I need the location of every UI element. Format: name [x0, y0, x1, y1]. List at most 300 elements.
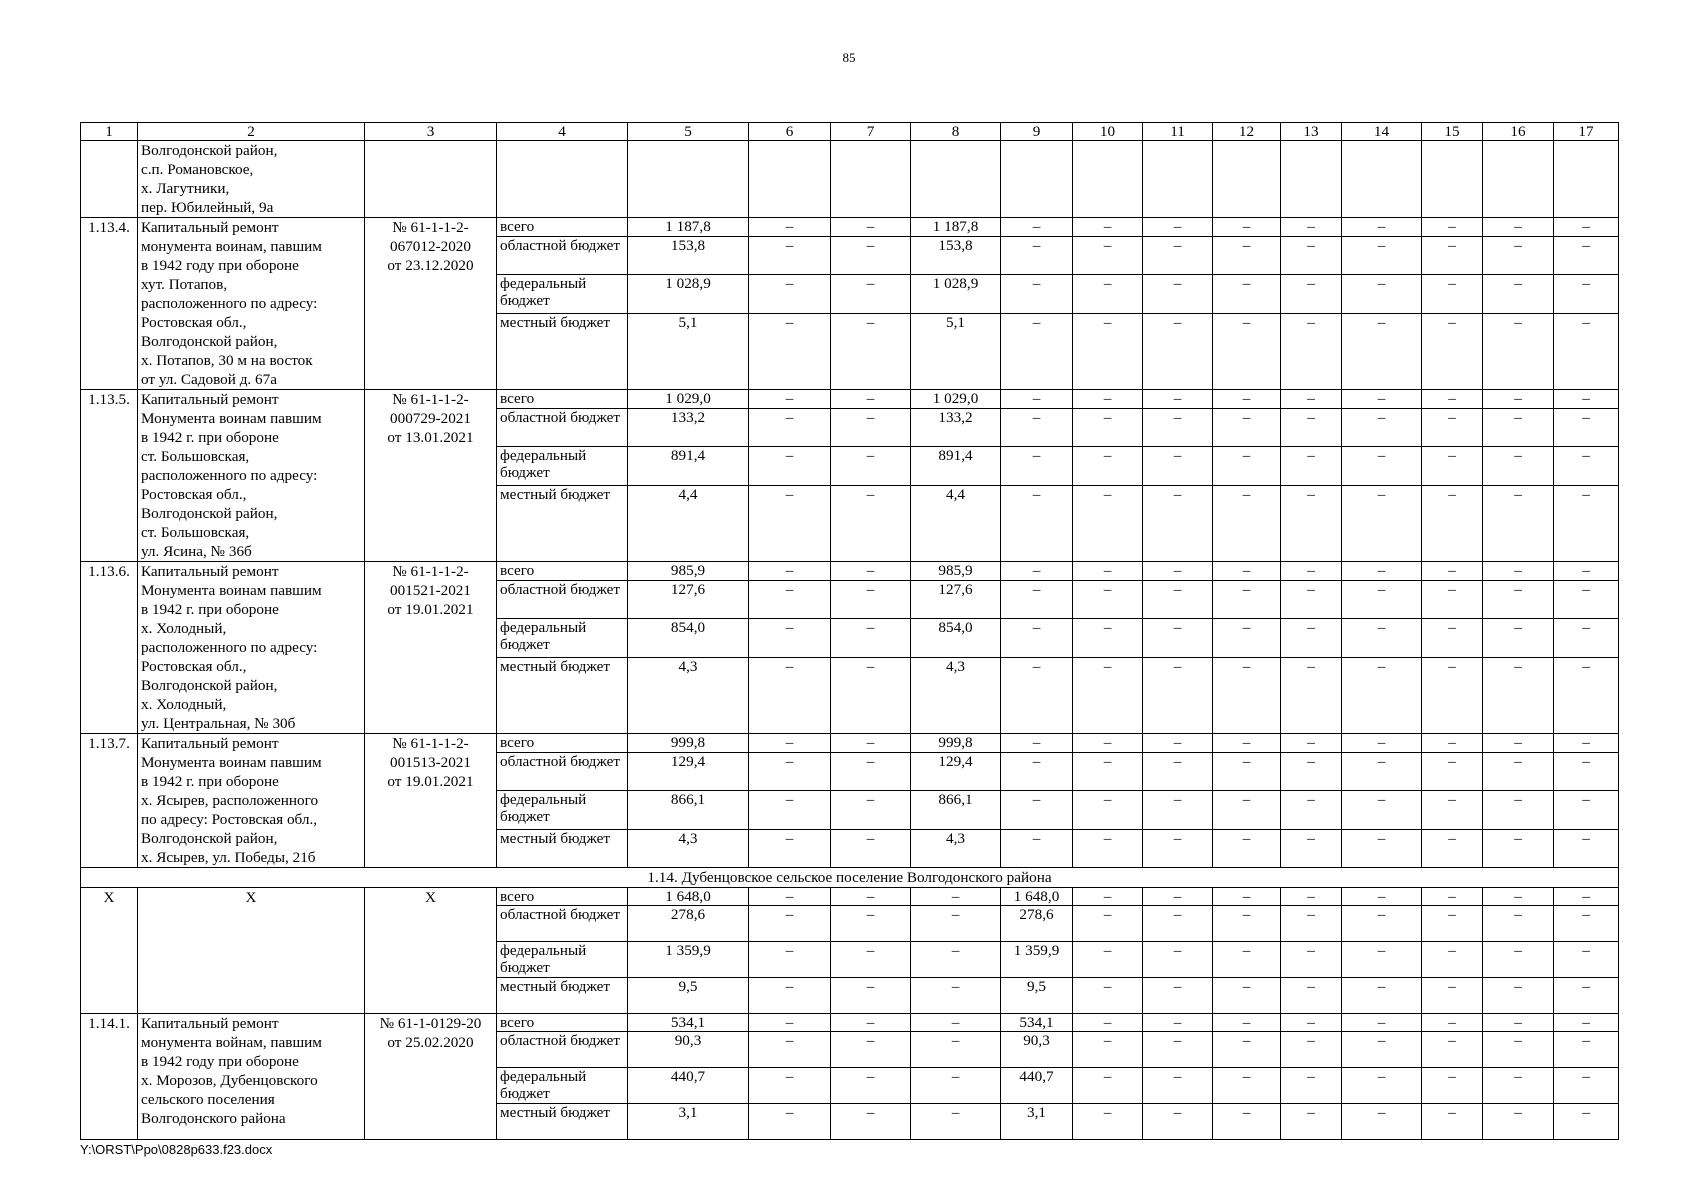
amount-cell: 866,1: [628, 791, 749, 829]
amount-cell: –: [1483, 888, 1554, 906]
amount-cell: –: [1001, 829, 1073, 867]
amount-cell: [1143, 141, 1213, 218]
amount-cell: –: [1143, 734, 1213, 753]
funding-source: местный бюджет: [497, 829, 628, 867]
funding-source: местный бюджет: [497, 1104, 628, 1140]
amount-cell: –: [1554, 485, 1619, 561]
item-number: 1.13.4.: [81, 218, 138, 390]
amount-cell: –: [1213, 409, 1281, 447]
table-row: [81, 1014, 1619, 1032]
amount-cell: 127,6: [911, 581, 1001, 619]
funding-source: областной бюджет: [497, 409, 628, 447]
amount-cell: –: [1483, 390, 1554, 409]
amount-cell: –: [1001, 485, 1073, 561]
amount-cell: –: [831, 906, 911, 942]
amount-cell: [1073, 141, 1143, 218]
amount-cell: [831, 141, 911, 218]
amount-cell: –: [749, 791, 831, 829]
amount-cell: [628, 141, 749, 218]
amount-cell: –: [1554, 447, 1619, 485]
amount-cell: –: [1143, 275, 1213, 313]
amount-cell: –: [1073, 275, 1143, 313]
amount-cell: –: [1213, 581, 1281, 619]
amount-cell: –: [1073, 753, 1143, 791]
contract-number: № 61-1-1-2- 067012-2020 от 23.12.2020: [365, 218, 497, 390]
amount-cell: –: [1422, 562, 1483, 581]
amount-cell: 4,3: [628, 657, 749, 733]
amount-cell: –: [831, 753, 911, 791]
amount-cell: [1554, 141, 1619, 218]
amount-cell: –: [1422, 657, 1483, 733]
amount-cell: –: [831, 218, 911, 237]
amount-cell: 985,9: [628, 562, 749, 581]
amount-cell: 133,2: [628, 409, 749, 447]
column-number: 12: [1213, 123, 1281, 141]
amount-cell: 1 359,9: [1001, 942, 1073, 978]
amount-cell: –: [1483, 1032, 1554, 1068]
amount-cell: –: [1422, 829, 1483, 867]
amount-cell: –: [1143, 237, 1213, 275]
amount-cell: –: [1281, 1104, 1342, 1140]
amount-cell: 9,5: [628, 978, 749, 1014]
column-number: 3: [365, 123, 497, 141]
amount-cell: –: [1143, 619, 1213, 657]
amount-cell: –: [1422, 409, 1483, 447]
amount-cell: –: [749, 1104, 831, 1140]
funding-source: всего: [497, 888, 628, 906]
amount-cell: –: [1143, 581, 1213, 619]
column-number: 10: [1073, 123, 1143, 141]
funding-source: областной бюджет: [497, 1032, 628, 1068]
amount-cell: –: [831, 942, 911, 978]
amount-cell: –: [1422, 1032, 1483, 1068]
amount-cell: –: [1213, 275, 1281, 313]
amount-cell: –: [911, 1104, 1001, 1140]
amount-cell: –: [1483, 657, 1554, 733]
item-number: 1.14.1.: [81, 1014, 138, 1140]
amount-cell: –: [1001, 734, 1073, 753]
amount-cell: –: [1281, 978, 1342, 1014]
amount-cell: –: [749, 978, 831, 1014]
amount-cell: –: [1143, 753, 1213, 791]
amount-cell: –: [1213, 888, 1281, 906]
amount-cell: –: [1554, 888, 1619, 906]
file-path-footer: Y:\ORST\Ppo\0828p633.f23.docx: [80, 1142, 273, 1157]
budget-table: [80, 122, 1619, 1140]
amount-cell: 4,4: [911, 485, 1001, 561]
amount-cell: 1 028,9: [628, 275, 749, 313]
amount-cell: –: [1422, 313, 1483, 389]
amount-cell: –: [1213, 906, 1281, 942]
amount-cell: –: [1001, 619, 1073, 657]
amount-cell: 534,1: [1001, 1014, 1073, 1032]
amount-cell: –: [1281, 791, 1342, 829]
amount-cell: –: [1213, 1104, 1281, 1140]
item-description: Капитальный ремонт Монумента воинам павшим в 1942 г. при обороне х. Холодный, расположенного по адресу: Ростовская обл., Волгодонской район, х. Холодный, ул. Центральная, № 30б: [138, 562, 365, 734]
amount-cell: –: [1073, 485, 1143, 561]
amount-cell: –: [749, 888, 831, 906]
amount-cell: –: [1422, 906, 1483, 942]
column-number: 8: [911, 123, 1001, 141]
column-number: 15: [1422, 123, 1483, 141]
amount-cell: –: [1213, 313, 1281, 389]
amount-cell: –: [1483, 1068, 1554, 1104]
amount-cell: 854,0: [628, 619, 749, 657]
amount-cell: –: [1143, 906, 1213, 942]
amount-cell: –: [1554, 753, 1619, 791]
amount-cell: 153,8: [628, 237, 749, 275]
column-number: 7: [831, 123, 911, 141]
amount-cell: –: [1001, 447, 1073, 485]
amount-cell: –: [1143, 1014, 1213, 1032]
amount-cell: –: [1143, 942, 1213, 978]
amount-cell: 129,4: [628, 753, 749, 791]
amount-cell: –: [831, 1068, 911, 1104]
amount-cell: 278,6: [1001, 906, 1073, 942]
amount-cell: –: [1213, 942, 1281, 978]
column-number: 1: [81, 123, 138, 141]
funding-source: местный бюджет: [497, 485, 628, 561]
amount-cell: –: [1281, 619, 1342, 657]
funding-source: областной бюджет: [497, 237, 628, 275]
contract-number: X: [365, 888, 497, 1014]
amount-cell: –: [1422, 619, 1483, 657]
amount-cell: 891,4: [911, 447, 1001, 485]
amount-cell: –: [1001, 753, 1073, 791]
amount-cell: 4,3: [911, 657, 1001, 733]
amount-cell: –: [1422, 218, 1483, 237]
funding-source: областной бюджет: [497, 753, 628, 791]
amount-cell: [1342, 141, 1422, 218]
amount-cell: –: [1342, 657, 1422, 733]
amount-cell: –: [1483, 978, 1554, 1014]
amount-cell: –: [1001, 562, 1073, 581]
amount-cell: –: [1001, 409, 1073, 447]
item-description: Капитальный ремонт Монумента воинам павшим в 1942 г. при обороне ст. Большовская, расположенного по адресу: Ростовская обл., Волгодонской район, ст. Большовская, ул. Ясина, № 36б: [138, 390, 365, 562]
amount-cell: 1 028,9: [911, 275, 1001, 313]
amount-cell: –: [1213, 829, 1281, 867]
section-title: 1.14. Дубенцовское сельское поселение Волгодонского района: [81, 868, 1619, 888]
amount-cell: –: [1483, 218, 1554, 237]
amount-cell: –: [1483, 1014, 1554, 1032]
amount-cell: –: [1143, 409, 1213, 447]
amount-cell: –: [831, 734, 911, 753]
amount-cell: –: [1483, 734, 1554, 753]
amount-cell: –: [1483, 1104, 1554, 1140]
amount-cell: –: [1213, 1068, 1281, 1104]
amount-cell: 3,1: [628, 1104, 749, 1140]
amount-cell: –: [749, 218, 831, 237]
amount-cell: 440,7: [628, 1068, 749, 1104]
amount-cell: –: [749, 581, 831, 619]
contract-number: № 61-1-0129-20 от 25.02.2020: [365, 1014, 497, 1140]
amount-cell: –: [831, 978, 911, 1014]
amount-cell: –: [1554, 562, 1619, 581]
funding-source: федеральный бюджет: [497, 791, 628, 829]
amount-cell: –: [1073, 409, 1143, 447]
amount-cell: 1 029,0: [911, 390, 1001, 409]
funding-source: федеральный бюджет: [497, 1068, 628, 1104]
amount-cell: –: [749, 562, 831, 581]
amount-cell: 90,3: [628, 1032, 749, 1068]
amount-cell: –: [749, 734, 831, 753]
amount-cell: –: [1342, 390, 1422, 409]
amount-cell: –: [1281, 218, 1342, 237]
amount-cell: –: [911, 1068, 1001, 1104]
amount-cell: –: [831, 447, 911, 485]
amount-cell: 440,7: [1001, 1068, 1073, 1104]
amount-cell: 153,8: [911, 237, 1001, 275]
amount-cell: –: [1422, 237, 1483, 275]
amount-cell: –: [749, 237, 831, 275]
amount-cell: –: [1073, 237, 1143, 275]
amount-cell: –: [1483, 447, 1554, 485]
amount-cell: –: [1483, 275, 1554, 313]
amount-cell: –: [1143, 447, 1213, 485]
amount-cell: –: [1554, 1014, 1619, 1032]
amount-cell: –: [1342, 1104, 1422, 1140]
amount-cell: –: [1001, 275, 1073, 313]
amount-cell: –: [1073, 390, 1143, 409]
amount-cell: –: [1554, 409, 1619, 447]
amount-cell: –: [1281, 237, 1342, 275]
amount-cell: –: [831, 1104, 911, 1140]
amount-cell: –: [1342, 942, 1422, 978]
contract-number: № 61-1-1-2- 000729-2021 от 13.01.2021: [365, 390, 497, 562]
amount-cell: –: [831, 829, 911, 867]
amount-cell: –: [1422, 1104, 1483, 1140]
amount-cell: –: [831, 275, 911, 313]
amount-cell: –: [1073, 942, 1143, 978]
amount-cell: –: [1483, 581, 1554, 619]
amount-cell: –: [1143, 1068, 1213, 1104]
amount-cell: –: [1342, 581, 1422, 619]
funding-source: областной бюджет: [497, 906, 628, 942]
contract-number: № 61-1-1-2- 001521-2021 от 19.01.2021: [365, 562, 497, 734]
column-number: 6: [749, 123, 831, 141]
amount-cell: –: [1342, 906, 1422, 942]
amount-cell: –: [831, 791, 911, 829]
amount-cell: –: [749, 942, 831, 978]
amount-cell: –: [1213, 978, 1281, 1014]
column-number: 4: [497, 123, 628, 141]
amount-cell: –: [1143, 390, 1213, 409]
amount-cell: –: [1422, 390, 1483, 409]
amount-cell: –: [749, 1014, 831, 1032]
amount-cell: –: [1554, 313, 1619, 389]
contract-number: [365, 141, 497, 218]
amount-cell: –: [1483, 906, 1554, 942]
amount-cell: –: [1422, 1014, 1483, 1032]
amount-cell: –: [1073, 1032, 1143, 1068]
table-row: [81, 141, 1619, 218]
amount-cell: 985,9: [911, 562, 1001, 581]
amount-cell: –: [1143, 313, 1213, 389]
amount-cell: –: [911, 1032, 1001, 1068]
amount-cell: –: [1422, 888, 1483, 906]
amount-cell: –: [1342, 1014, 1422, 1032]
item-number: 1.13.5.: [81, 390, 138, 562]
amount-cell: –: [1281, 275, 1342, 313]
amount-cell: –: [1281, 753, 1342, 791]
amount-cell: 854,0: [911, 619, 1001, 657]
amount-cell: 891,4: [628, 447, 749, 485]
amount-cell: –: [1281, 485, 1342, 561]
amount-cell: –: [1073, 1104, 1143, 1140]
amount-cell: –: [1342, 1032, 1422, 1068]
amount-cell: –: [1281, 734, 1342, 753]
amount-cell: –: [749, 829, 831, 867]
amount-cell: –: [1554, 978, 1619, 1014]
amount-cell: –: [1143, 1032, 1213, 1068]
amount-cell: –: [1342, 237, 1422, 275]
item-number: 1.13.7.: [81, 734, 138, 868]
amount-cell: 4,3: [911, 829, 1001, 867]
amount-cell: –: [749, 313, 831, 389]
column-number: 11: [1143, 123, 1213, 141]
column-number: 2: [138, 123, 365, 141]
amount-cell: –: [831, 485, 911, 561]
amount-cell: –: [831, 888, 911, 906]
amount-cell: –: [1483, 562, 1554, 581]
amount-cell: 534,1: [628, 1014, 749, 1032]
amount-cell: –: [749, 753, 831, 791]
table-body: [81, 123, 1619, 1140]
amount-cell: –: [1213, 562, 1281, 581]
amount-cell: –: [1342, 1068, 1422, 1104]
item-description: Капитальный ремонт монумента воинам, павшим в 1942 году при обороне хут. Потапов, расположенного по адресу: Ростовская обл., Волгодонской район, х. Потапов, 30 м на восток от ул. Садовой д. 67а: [138, 218, 365, 390]
amount-cell: –: [749, 1032, 831, 1068]
amount-cell: –: [1073, 888, 1143, 906]
amount-cell: 9,5: [1001, 978, 1073, 1014]
amount-cell: 127,6: [628, 581, 749, 619]
table-row: [81, 390, 1619, 409]
amount-cell: –: [911, 888, 1001, 906]
amount-cell: –: [1213, 1032, 1281, 1068]
amount-cell: –: [1483, 313, 1554, 389]
amount-cell: –: [1213, 791, 1281, 829]
column-number: 16: [1483, 123, 1554, 141]
amount-cell: –: [1073, 906, 1143, 942]
amount-cell: –: [1073, 829, 1143, 867]
amount-cell: –: [1554, 791, 1619, 829]
amount-cell: –: [1213, 619, 1281, 657]
amount-cell: –: [749, 657, 831, 733]
amount-cell: –: [1554, 1032, 1619, 1068]
amount-cell: –: [1213, 734, 1281, 753]
amount-cell: –: [1342, 275, 1422, 313]
amount-cell: –: [831, 657, 911, 733]
amount-cell: –: [911, 942, 1001, 978]
page-number: 85: [842, 50, 856, 65]
column-number: 13: [1281, 123, 1342, 141]
amount-cell: –: [1143, 218, 1213, 237]
amount-cell: 5,1: [911, 313, 1001, 389]
amount-cell: –: [1143, 978, 1213, 1014]
table-row: [81, 562, 1619, 581]
amount-cell: –: [1342, 753, 1422, 791]
amount-cell: 90,3: [1001, 1032, 1073, 1068]
amount-cell: –: [1073, 1068, 1143, 1104]
amount-cell: 133,2: [911, 409, 1001, 447]
amount-cell: –: [1554, 390, 1619, 409]
amount-cell: –: [1281, 447, 1342, 485]
amount-cell: –: [1554, 619, 1619, 657]
amount-cell: –: [1554, 942, 1619, 978]
amount-cell: –: [831, 562, 911, 581]
amount-cell: –: [1213, 485, 1281, 561]
amount-cell: –: [1073, 619, 1143, 657]
amount-cell: –: [1001, 581, 1073, 619]
amount-cell: –: [1483, 409, 1554, 447]
amount-cell: –: [1073, 313, 1143, 389]
amount-cell: –: [1001, 237, 1073, 275]
column-number-row: [81, 123, 1619, 141]
funding-source: [497, 141, 628, 218]
amount-cell: –: [1213, 753, 1281, 791]
amount-cell: –: [1073, 218, 1143, 237]
amount-cell: –: [1483, 753, 1554, 791]
amount-cell: –: [831, 313, 911, 389]
column-number: 5: [628, 123, 749, 141]
item-number: X: [81, 888, 138, 1014]
amount-cell: –: [1281, 581, 1342, 619]
amount-cell: –: [1281, 829, 1342, 867]
amount-cell: –: [1422, 978, 1483, 1014]
section-row: [81, 868, 1619, 888]
amount-cell: –: [1281, 409, 1342, 447]
amount-cell: –: [1143, 888, 1213, 906]
amount-cell: –: [749, 619, 831, 657]
amount-cell: –: [749, 447, 831, 485]
amount-cell: 866,1: [911, 791, 1001, 829]
amount-cell: –: [1001, 218, 1073, 237]
amount-cell: –: [749, 485, 831, 561]
amount-cell: –: [1554, 1104, 1619, 1140]
amount-cell: [1422, 141, 1483, 218]
amount-cell: –: [1422, 275, 1483, 313]
amount-cell: –: [1483, 829, 1554, 867]
table-row: [81, 888, 1619, 906]
amount-cell: –: [1281, 313, 1342, 389]
amount-cell: –: [1073, 447, 1143, 485]
amount-cell: 5,1: [628, 313, 749, 389]
amount-cell: 1 359,9: [628, 942, 749, 978]
amount-cell: –: [1073, 1014, 1143, 1032]
amount-cell: –: [1281, 390, 1342, 409]
column-number: 14: [1342, 123, 1422, 141]
amount-cell: –: [1281, 657, 1342, 733]
amount-cell: 1 648,0: [628, 888, 749, 906]
amount-cell: –: [1213, 218, 1281, 237]
amount-cell: –: [1554, 581, 1619, 619]
amount-cell: –: [1073, 581, 1143, 619]
amount-cell: –: [1483, 485, 1554, 561]
amount-cell: –: [831, 1014, 911, 1032]
amount-cell: –: [1073, 562, 1143, 581]
amount-cell: –: [1422, 753, 1483, 791]
amount-cell: –: [1342, 791, 1422, 829]
amount-cell: –: [1213, 237, 1281, 275]
amount-cell: –: [1342, 313, 1422, 389]
amount-cell: –: [1281, 562, 1342, 581]
amount-cell: –: [1342, 734, 1422, 753]
amount-cell: –: [1483, 237, 1554, 275]
amount-cell: –: [831, 237, 911, 275]
amount-cell: –: [911, 978, 1001, 1014]
amount-cell: –: [1342, 562, 1422, 581]
amount-cell: –: [1554, 218, 1619, 237]
